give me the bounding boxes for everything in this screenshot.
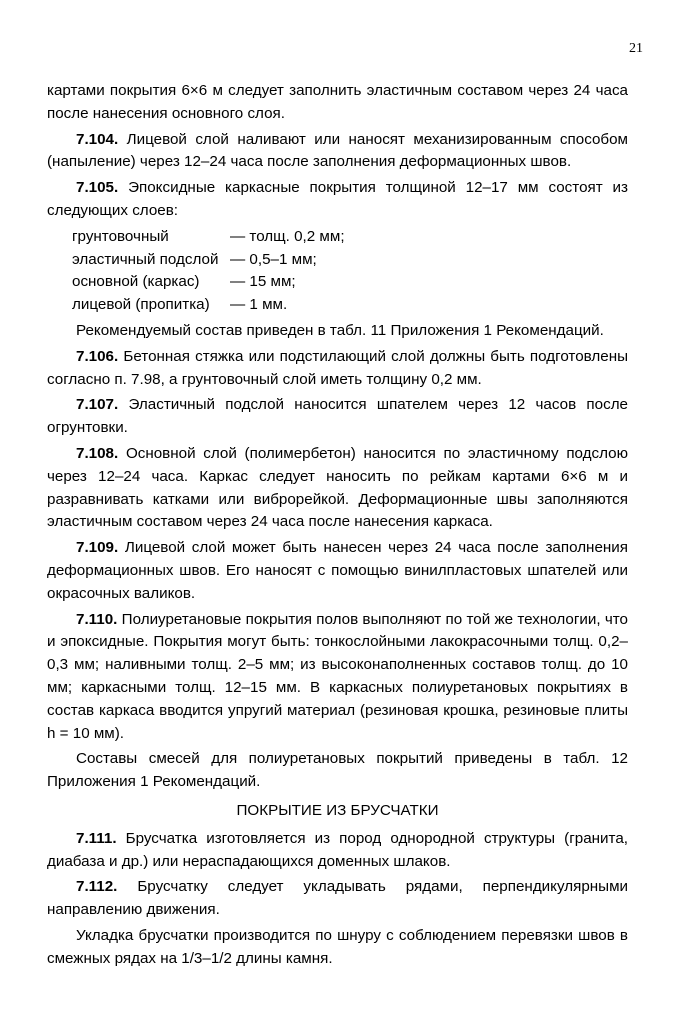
paragraph-laying: Укладка брусчатки производится по шнуру с соблюдением перевязки швов в смежных рядах на 1/3–1/2 длины камня. bbox=[47, 926, 628, 967]
document-body bbox=[47, 80, 628, 973]
clause-number: 7.107. bbox=[76, 396, 119, 414]
clause-text: Брусчатку следует укладывать рядами, перпендикулярными направлению движения. bbox=[47, 878, 628, 919]
layer-row bbox=[72, 294, 345, 317]
layer-name: основной (каркас) bbox=[72, 273, 200, 291]
clause-text: Основной слой (полимербетон) наносится по эластичному подслою через 12–24 часа. Каркас следует наносить по рейкам картами 6×6 м и разравнивать катками или виброрейкой. Деформационные швы заполняются эластичным составом через 24 часа после нанесения каркаса. bbox=[47, 444, 628, 531]
clause-number: 7.109. bbox=[76, 539, 119, 557]
paragraph-recommended: Рекомендуемый состав приведен в табл. 11 Приложения 1 Рекомендаций. bbox=[76, 321, 604, 339]
paragraph-7-105 bbox=[47, 177, 628, 223]
clause-number: 7.105. bbox=[76, 179, 119, 197]
clause-number: 7.104. bbox=[76, 130, 119, 148]
paragraph-compositions: Составы смесей для полиуретановых покрытий приведены в табл. 12 Приложения 1 Рекомендаций. bbox=[47, 750, 628, 791]
clause-text: Эластичный подслой наносится шпателем через 12 часов после огрунтовки. bbox=[47, 396, 628, 437]
layer-name: эластичный подслой bbox=[72, 250, 219, 268]
paragraph-7-106 bbox=[47, 346, 628, 392]
clause-number: 7.106. bbox=[76, 347, 119, 365]
clause-number: 7.108. bbox=[76, 444, 119, 462]
paragraph-7-107 bbox=[47, 394, 628, 440]
layers-list bbox=[72, 226, 345, 317]
layer-thickness: — 15 мм; bbox=[230, 273, 296, 291]
paragraph-7-108 bbox=[47, 443, 628, 534]
paragraph-continuation: картами покрытия 6×6 м следует заполнить эластичным составом через 24 часа после нанесения основного слоя. bbox=[47, 82, 628, 122]
clause-number: 7.111. bbox=[76, 829, 117, 847]
clause-text: Брусчатка изготовляется из пород однородной структуры (гранита, диабаза и др.) или нераспадающихся доменных шлаков. bbox=[47, 829, 628, 870]
layer-thickness: — толщ. 0,2 мм; bbox=[230, 227, 345, 245]
paragraph-7-111 bbox=[47, 828, 628, 874]
clause-number: 7.112. bbox=[76, 878, 118, 896]
layer-name: грунтовочный bbox=[72, 227, 169, 245]
paragraph-7-112 bbox=[47, 876, 628, 922]
paragraph-7-110 bbox=[47, 609, 628, 746]
clause-number: 7.110. bbox=[76, 610, 118, 628]
layer-row bbox=[72, 271, 345, 294]
clause-text: Лицевой слой наливают или наносят механизированным способом (напыление) через 12–24 часа после заполнения деформационных швов. bbox=[47, 130, 628, 171]
layer-row bbox=[72, 226, 345, 249]
paragraph-7-104 bbox=[47, 129, 628, 175]
layer-row bbox=[72, 249, 345, 272]
layer-thickness: — 0,5–1 мм; bbox=[230, 250, 317, 268]
clause-text: Лицевой слой может быть нанесен через 24 часа после заполнения деформационных швов. Его наносят с помощью винилпластовых шпателей или окрасочных валиков. bbox=[47, 539, 628, 602]
clause-text: Эпоксидные каркасные покрытия толщиной 12–17 мм состоят из следующих слоев: bbox=[47, 179, 628, 219]
clause-text: Полиуретановые покрытия полов выполняют по той же технологии, что и эпоксидные. Покрытия могут быть: тонкослойными лакокрасочными толщ. 0,2–0,3 мм; наливными толщ. 2–5 мм; из высоконаполненных составов толщ. до 10 мм; каркасными толщ. 12–15 мм. В каркасных полиуретановых покрытиях в состав каркаса вводится упругий материал (резиновая крошка, резиновые плиты h = 10 мм). bbox=[47, 610, 628, 742]
layer-thickness: — 1 мм. bbox=[230, 296, 288, 314]
page-number: 21 bbox=[629, 41, 643, 56]
layer-name: лицевой (пропитка) bbox=[72, 296, 210, 314]
clause-text: Бетонная стяжка или подстилающий слой должны быть подготовлены согласно п. 7.98, а грунтовочный слой иметь толщину 0,2 мм. bbox=[47, 347, 628, 388]
paragraph-7-109 bbox=[47, 537, 628, 605]
section-heading: ПОКРЫТИЕ ИЗ БРУСЧАТКИ bbox=[236, 801, 439, 819]
